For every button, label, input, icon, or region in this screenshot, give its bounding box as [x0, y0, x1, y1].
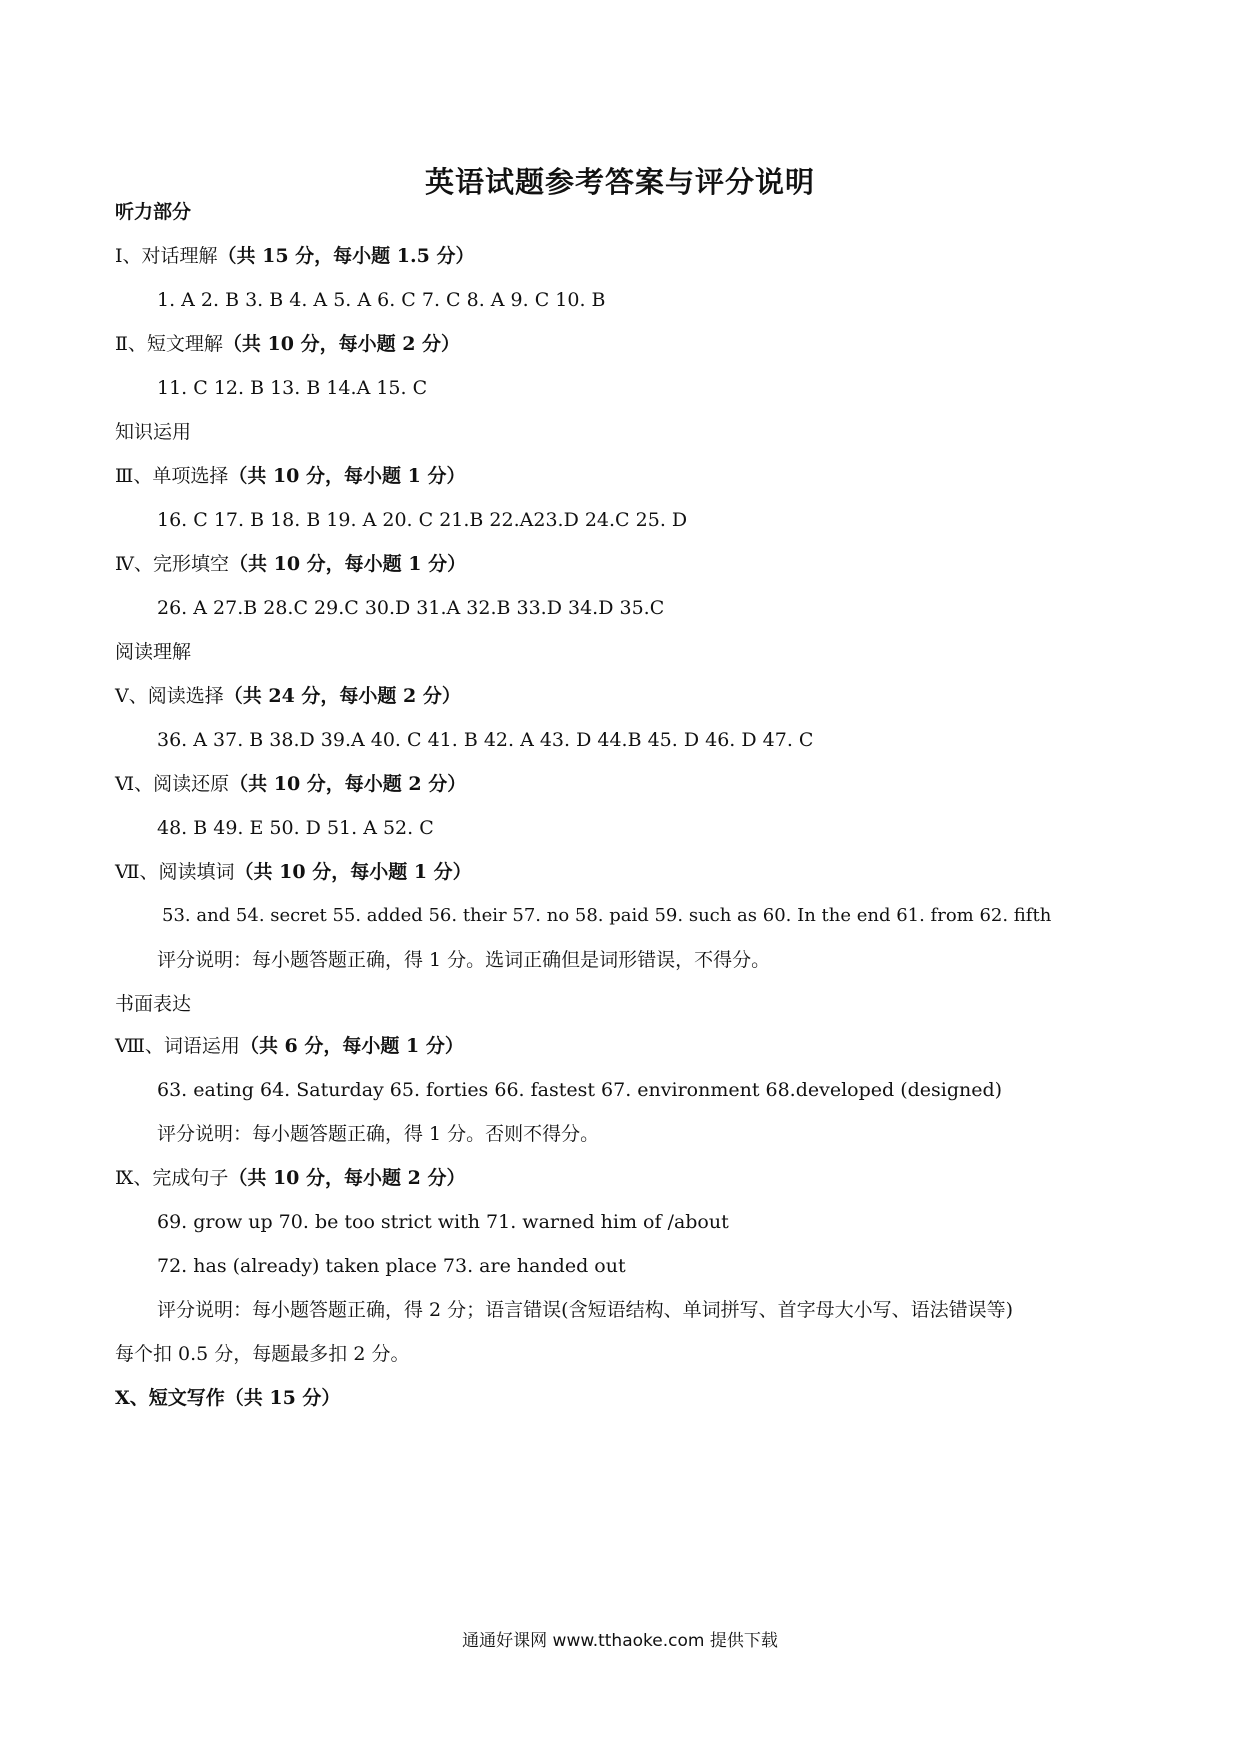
section-2-score: （共 10 分，每小题 2 分）	[222, 333, 461, 355]
section-9-heading	[115, 1164, 465, 1192]
section-6-label: Ⅵ、阅读还原	[115, 773, 230, 795]
section-7-heading	[115, 858, 472, 886]
section-1-heading	[115, 242, 474, 270]
section-4-answers: 26. A 27.B 28.C 29.C 30.D 31.A 32.B 33.D 34.D 35.C	[157, 597, 665, 619]
section-10-heading	[115, 1384, 340, 1412]
section-8-label: Ⅷ、词语运用	[115, 1035, 240, 1057]
section-4-heading	[115, 550, 466, 578]
section-8-answers: 63. eating 64. Saturday 65. forties 66. fastest 67. environment 68.developed (designed)	[157, 1079, 1003, 1101]
section-8-score: （共 6 分，每小题 1 分）	[239, 1035, 464, 1057]
section-6-answers: 48. B 49. E 50. D 51. A 52. C	[157, 817, 434, 839]
section-6-score: （共 10 分，每小题 2 分）	[229, 773, 467, 795]
section-2-answers: 11. C 12. B 13. B 14.A 15. C	[157, 377, 428, 399]
section-writing: 书面表达	[115, 993, 192, 1015]
section-7-label: Ⅶ、阅读填词	[115, 861, 235, 883]
section-7-score: （共 10 分，每小题 1 分）	[234, 861, 472, 883]
section-7-answers: 53. and 54. secret 55. added 56. their 57. no 58. paid 59. such as 60. In the end 61. from 62. fifth	[162, 905, 1052, 926]
section-1-score: （共 15 分，每小题 1.5 分）	[217, 245, 475, 267]
section-1-answers: 1. A 2. B 3. B 4. A 5. A 6. C 7. C 8. A 9. C 10. B	[157, 289, 606, 311]
section-5-heading	[115, 682, 461, 710]
section-9-note-line2: 每个扣 0.5 分，每题最多扣 2 分。	[115, 1343, 410, 1365]
section-7-note: 评分说明：每小题答题正确，得 1 分。选词正确但是词形错误，不得分。	[157, 949, 771, 971]
section-2-label: Ⅱ、短文理解	[115, 333, 223, 355]
section-9-score: （共 10 分，每小题 2 分）	[228, 1167, 466, 1189]
section-4-score: （共 10 分，每小题 1 分）	[228, 553, 467, 575]
section-knowledge: 知识运用	[115, 421, 192, 443]
section-9-note-line1: 评分说明：每小题答题正确，得 2 分；语言错误(含短语结构、单词拼写、首字母大小写、语法错误等)	[157, 1299, 1013, 1321]
section-1-label: Ⅰ、对话理解	[115, 245, 218, 267]
section-listening: 听力部分	[115, 201, 192, 223]
section-reading: 阅读理解	[115, 641, 192, 663]
section-3-answers: 16. C 17. B 18. B 19. A 20. C 21.B 22.A23.D 24.C 25. D	[157, 509, 688, 531]
section-6-heading	[115, 770, 466, 798]
footer-credit: 通通好课网 www.tthaoke.com 提供下载	[462, 1631, 778, 1651]
section-4-label: Ⅳ、完形填空	[115, 553, 229, 575]
section-5-label: Ⅴ、阅读选择	[115, 685, 224, 707]
section-9-answers-line1: 69. grow up 70. be too strict with 71. warned him of /about	[157, 1211, 729, 1233]
section-5-answers: 36. A 37. B 38.D 39.A 40. C 41. B 42. A 43. D 44.B 45. D 46. D 47. C	[157, 729, 814, 751]
section-9-answers-line2: 72. has (already) taken place 73. are handed out	[157, 1255, 626, 1277]
section-8-note: 评分说明：每小题答题正确，得 1 分。否则不得分。	[157, 1123, 600, 1145]
section-9-label: Ⅸ、完成句子	[115, 1167, 229, 1189]
section-3-score: （共 10 分，每小题 1 分）	[228, 465, 466, 487]
section-10-label: Ⅹ、短文写作	[115, 1387, 225, 1409]
page-title: 英语试题参考答案与评分说明	[424, 165, 815, 199]
section-3-heading	[115, 462, 465, 490]
section-10-score: （共 15 分）	[224, 1387, 341, 1409]
section-5-score: （共 24 分，每小题 2 分）	[223, 685, 461, 707]
section-3-label: Ⅲ、单项选择	[115, 465, 229, 487]
section-2-heading	[115, 330, 460, 358]
section-8-heading	[115, 1032, 464, 1060]
